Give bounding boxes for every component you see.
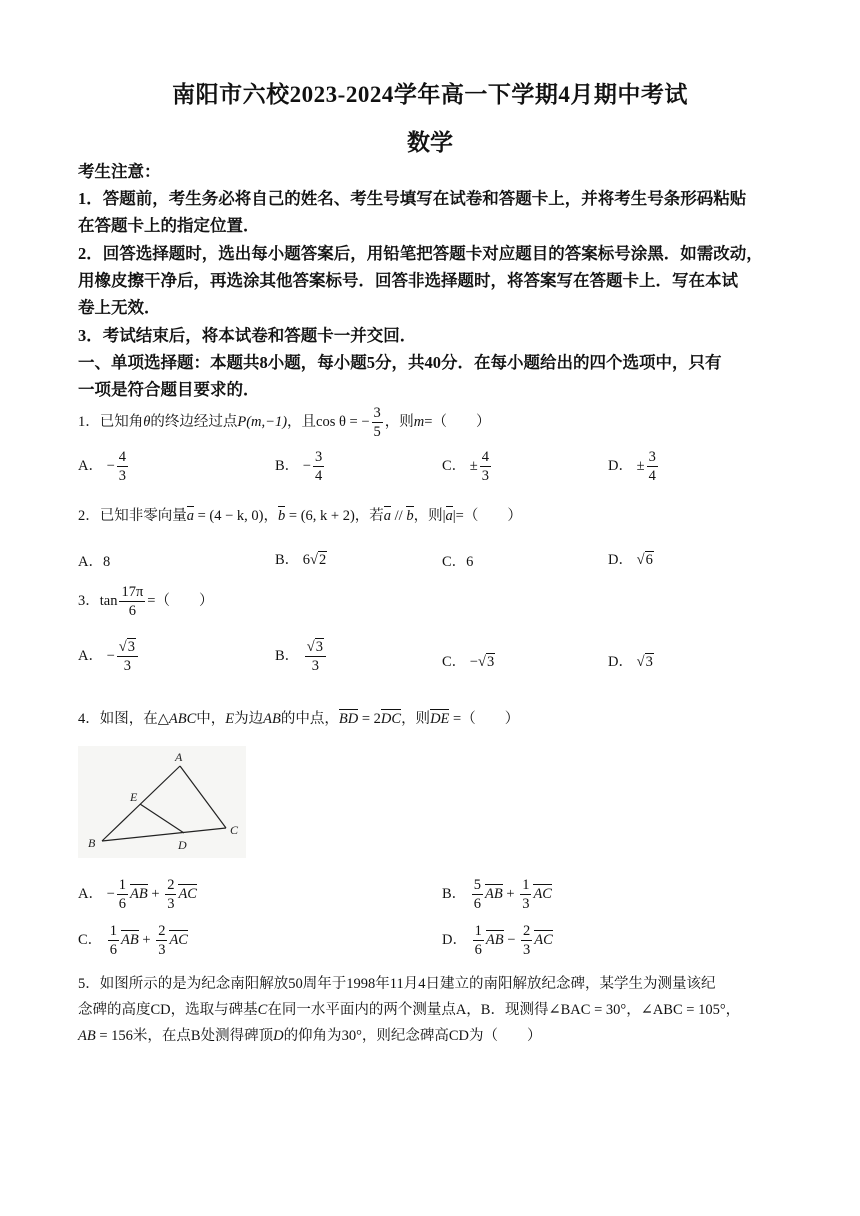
notice-line-4: 用橡皮擦干净后，再选涂其他答案标号．回答非选择题时，将答案写在答题卡上．写在本试: [78, 271, 738, 290]
question-3-option-b[interactable]: B． $\frac{√3}{3}$: [275, 638, 328, 675]
question-2-option-d[interactable]: D． √6: [608, 552, 653, 568]
triangle-diagram: [78, 746, 246, 858]
label-e: E: [130, 790, 138, 804]
notice-line-2: 在答题卡上的指定位置．: [78, 216, 260, 235]
notice-line-3: 2．回答选择题时，选出每小题答案后，用铅笔把答题卡对应题目的答案标号涂黑．如需改动，: [78, 244, 763, 263]
question-4-option-c[interactable]: C． $\frac{1}{6}$ AB + $\frac{2}{3}$ AC: [78, 923, 188, 958]
label-d: D: [178, 838, 187, 852]
question-3-option-d[interactable]: D． √3: [608, 654, 653, 670]
notice-line-1: 1．答题前，考生务必将自己的姓名、考生号填写在试卷和答题卡上，并将考生号条形码粘贴: [78, 189, 747, 208]
question-4-option-b[interactable]: B． $\frac{5}{6}$ AB + $\frac{1}{3}$ AC: [442, 877, 552, 912]
question-4-stem: 4．如图，在△ABC中，E为边AB的中点，BD = 2DC，则DE =（ ）: [78, 711, 520, 727]
section-heading-line-2: 一项是符合题目要求的．: [78, 380, 260, 399]
notice-line-6: 3．考试结束后，将本试卷和答题卡一并交回．: [78, 326, 417, 345]
question-1-option-b[interactable]: B． − $\frac{3}{4}$: [275, 449, 323, 484]
label-b: B: [88, 836, 96, 850]
question-3-option-c[interactable]: C． −√3: [442, 654, 495, 670]
question-2-option-c[interactable]: C．6: [442, 554, 474, 570]
question-4-option-d[interactable]: D． $\frac{1}{6}$ AB − $\frac{2}{3}$ AC: [442, 923, 553, 958]
question-1-option-c[interactable]: C． ± $\frac{4}{3}$: [442, 449, 490, 484]
edge-ac: [180, 766, 226, 828]
label-c: C: [230, 823, 239, 837]
exam-subject: 数学: [407, 130, 453, 155]
segment-de: [140, 804, 184, 833]
section-heading-line-1: 一、单项选择题：本题共8小题，每小题5分，共40分．在每小题给出的四个选项中，只有: [78, 353, 722, 372]
question-1-option-d[interactable]: D． ± $\frac{3}{4}$: [608, 449, 656, 484]
question-1-stem: 1．已知角θ的终边经过点P(m,−1)，且cos θ = − $\frac{3}{5}$ ，则m=（ ）: [78, 405, 491, 440]
triangle-figure: [78, 746, 246, 858]
q1-fraction: $\frac{3}{5}$: [373, 405, 381, 440]
question-5-line-2: 念碑的高度CD，选取与碑基C在同一水平面内的两个测量点A，B．现测得∠BAC = 30°，∠ABC = 105°，: [78, 1002, 741, 1018]
notice-heading: 考生注意：: [78, 162, 161, 181]
question-1-option-a[interactable]: A． − $\frac{4}{3}$: [78, 449, 127, 484]
edge-ba: [102, 766, 180, 841]
question-2-option-b[interactable]: B． 6√2: [275, 552, 327, 568]
question-5-line-1: 5．如图所示的是为纪念南阳解放50周年于1998年11月4日建立的南阳解放纪念碑，某学生为测量该纪: [78, 976, 716, 992]
edge-bc: [102, 828, 226, 841]
question-3-option-a[interactable]: A． − $\frac{√3}{3}$: [78, 638, 140, 675]
question-4-option-a[interactable]: A． − $\frac{1}{6}$ AB + $\frac{2}{3}$ AC: [78, 877, 197, 912]
question-2-stem: 2．已知非零向量a = (4 − k, 0)，b = (6, k + 2)，若a // b，则|a|=（ ）: [78, 508, 522, 524]
label-a: A: [175, 750, 183, 764]
question-5-line-3: AB = 156米，在点B处测得碑顶D的仰角为30°，则纪念碑高CD为（ ）: [78, 1028, 542, 1044]
exam-title: 南阳市六校2023-2024学年高一下学期4月期中考试: [172, 82, 688, 107]
notice-line-5: 卷上无效．: [78, 298, 161, 317]
question-3-stem: 3．tan $\frac{17\pi}{6}$ =（ ）: [78, 584, 214, 619]
question-2-option-a[interactable]: A．8: [78, 554, 111, 570]
